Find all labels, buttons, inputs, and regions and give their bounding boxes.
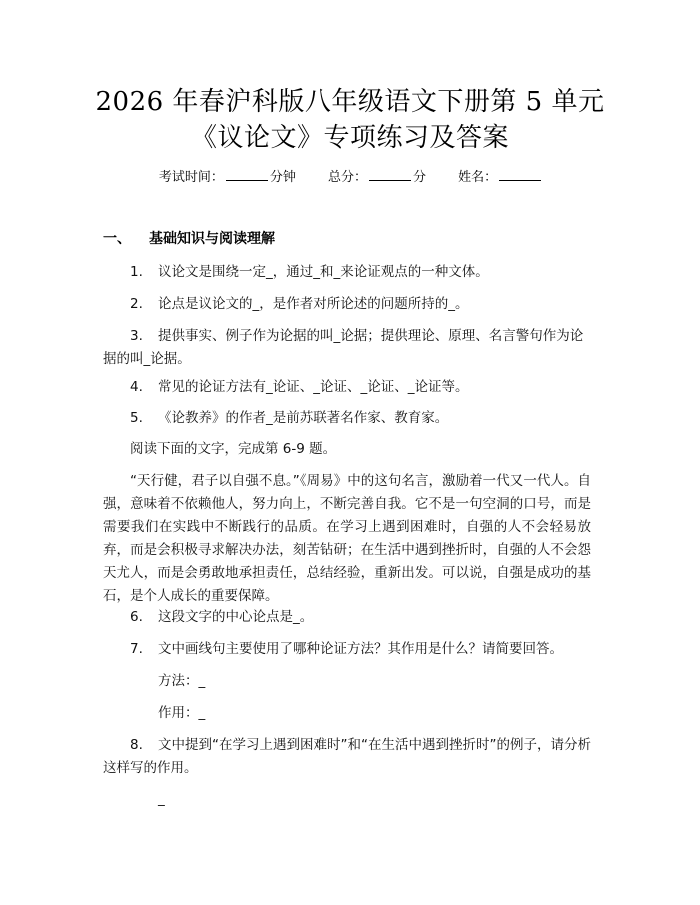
exam-score-blank (369, 168, 411, 181)
question-number: 8. (130, 737, 143, 753)
reading-instruction: 阅读下面的文字，完成第 6-9 题。 (130, 441, 337, 457)
question-7-method: 方法：_ (158, 673, 206, 689)
question-text: 文中提到“在学习上遇到困难时”和“在生活中遇到挫折时”的例子，请分析这样写的作用。 (103, 737, 591, 776)
exam-time-unit: 分钟 (269, 170, 296, 185)
question-text: 议论文是围绕一定_，通过_和_来论证观点的一种文体。 (158, 264, 489, 280)
exam-name-field (458, 170, 541, 185)
reading-passage: “天行健，君子以自强不息。”《周易》中的这句名言，激励着一代又一代人。自强，意味着不依赖他人，努力向上，不断完善自我。它不是一句空洞的口号，而是需要我们在实践中不断践行的品质。在学习上遇到困难时，自强的人不会轻易放弃，而是会积极寻求解决办法，刻苦钻研；在生活中遇到挫折时，自强的人不会怨天尤人，而是会勇敢地承担责任，总结经验，重新出发。可以说，自强是成功的基石，是个人成长的重要保障。 (103, 473, 591, 604)
question-number: 2. (130, 296, 143, 312)
exam-score-unit: 分 (413, 170, 427, 185)
question-text: 常见的论证方法有_论证、_论证、_论证、_论证等。 (158, 379, 469, 395)
question-6 (130, 606, 313, 629)
question-number: 6. (130, 609, 143, 625)
question-7 (130, 638, 563, 661)
question-number: 5. (130, 410, 143, 426)
question-3 (103, 325, 591, 371)
question-8-answer-blank: _ (158, 791, 165, 807)
exam-time-field (159, 170, 300, 185)
question-1 (130, 261, 489, 284)
section-heading (103, 229, 275, 249)
exam-score-label: 总分： (327, 170, 367, 185)
question-2 (130, 293, 469, 316)
exam-time-blank (226, 168, 268, 181)
question-7-effect: 作用：_ (158, 705, 206, 721)
question-text: 这段文字的中心论点是_。 (158, 609, 314, 625)
question-number: 4. (130, 379, 143, 395)
exam-score-field (328, 170, 430, 185)
section-title: 基础知识与阅读理解 (149, 231, 275, 247)
question-text: 提供事实、例子作为论据的叫_论据；提供理论、原理、名言警句作为论据的叫_论据。 (103, 328, 584, 367)
question-number: 7. (130, 641, 143, 657)
exam-info-line (0, 168, 700, 188)
question-text: 论点是议论文的_，是作者对所论述的问题所持的_。 (158, 296, 469, 312)
question-5 (130, 407, 448, 430)
document-title-line2: 《议论文》专项练习及答案 (190, 123, 509, 153)
exam-time-label: 考试时间： (158, 170, 224, 185)
question-number: 1. (130, 264, 143, 280)
exam-name-label: 姓名： (458, 170, 498, 185)
document-title-line1: 2026 年春沪科版八年级语文下册第 5 单元 (95, 87, 605, 117)
question-text: 文中画线句主要使用了哪种论证方法？其作用是什么？请简要回答。 (158, 641, 563, 657)
section-number: 一、 (103, 231, 131, 247)
question-4 (130, 376, 469, 399)
question-8 (103, 734, 591, 780)
exam-name-blank (499, 168, 541, 181)
question-text: 《论教养》的作者_是前苏联著名作家、教育家。 (158, 410, 449, 426)
question-number: 3. (130, 328, 143, 344)
